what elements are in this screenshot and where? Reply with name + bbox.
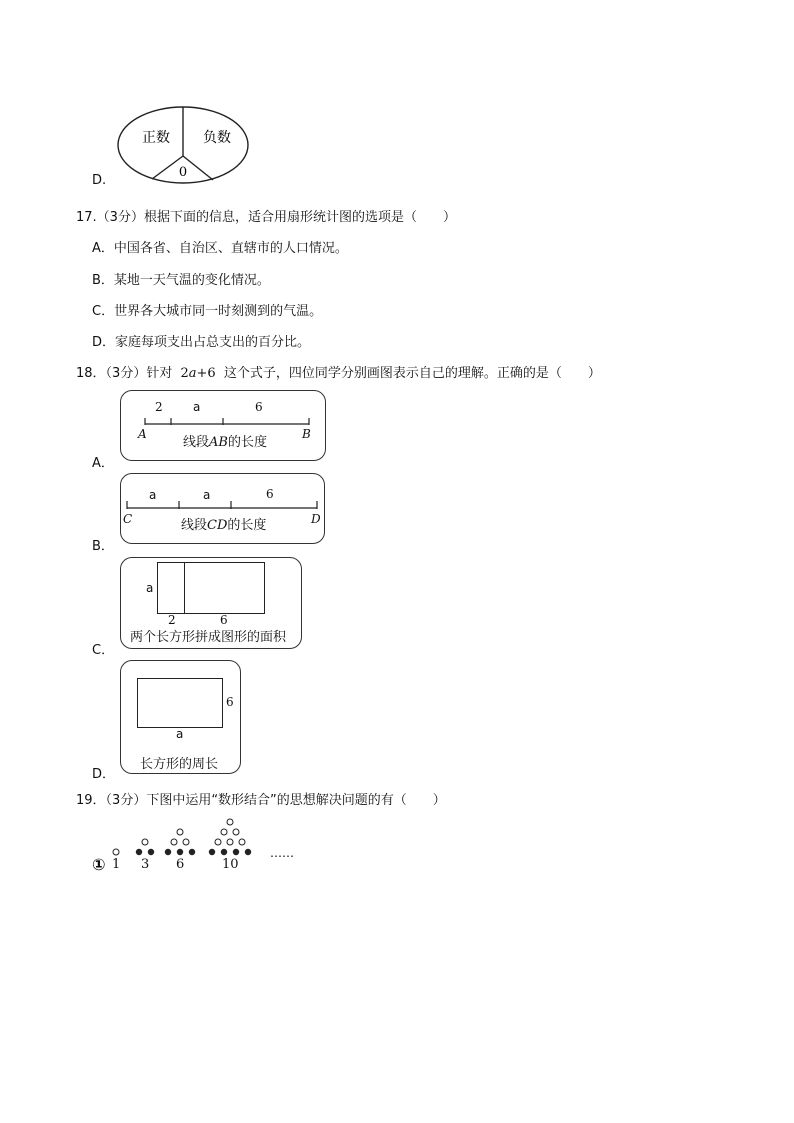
- q18-option-c-letter: C．: [92, 643, 115, 658]
- rectangle-width-2: [157, 562, 185, 614]
- q17-option-d: D．家庭每项支出占总支出的百分比。: [92, 335, 311, 350]
- q17-stem: 17.（3分）根据下面的信息，适合用扇形统计图的选项是（ ）: [76, 210, 456, 225]
- option-b-caption: 线段CD的长度: [181, 518, 267, 533]
- count-label-3: 3: [141, 857, 150, 872]
- q18-expr-var: a: [188, 366, 197, 381]
- segment-label-a-second: a: [203, 488, 211, 502]
- count-label-6: 6: [176, 857, 185, 872]
- q18-option-a-box: [120, 390, 326, 461]
- segment-label-2: 2: [155, 400, 163, 414]
- option-c-caption: 两个长方形拼成图形的面积: [130, 630, 287, 645]
- side-label-a: a: [146, 581, 154, 595]
- segment-label-6: 6: [266, 487, 274, 501]
- q18-expr-a: 2: [180, 366, 189, 381]
- q18-stem: [76, 362, 601, 381]
- q16-pie-diagram: [115, 104, 255, 188]
- pie-label-positive: 正数: [142, 130, 170, 146]
- pie-label-zero: 0: [178, 165, 188, 180]
- segment-label-6: 6: [255, 400, 263, 414]
- q18-option-d-box: [120, 660, 241, 774]
- q18-option-c-box: [120, 557, 302, 649]
- q16-option-d-letter: D.: [92, 173, 107, 188]
- rectangle-width-6: [184, 562, 265, 614]
- rectangle: [137, 678, 223, 728]
- side-label-6: 6: [226, 695, 234, 709]
- count-label-1: 1: [112, 857, 121, 872]
- ellipsis: ……: [270, 846, 294, 860]
- pie-label-negative: 负数: [203, 130, 231, 146]
- endpoint-c: C: [123, 512, 133, 526]
- endpoint-d: D: [311, 512, 321, 526]
- q17-option-b: B．某地一天气温的变化情况。: [92, 273, 270, 288]
- q18-option-a-letter: A．: [92, 456, 114, 471]
- count-label-10: 10: [222, 857, 239, 872]
- pie-divider-right: [183, 156, 213, 180]
- q18-stem-suffix: 这个式子，四位同学分别画图表示自己的理解。正确的是（ ）: [223, 366, 601, 381]
- q19-stem: 19．（3分）下图中运用“数形结合”的思想解决问题的有（ ）: [76, 793, 446, 808]
- q17-option-c: C．世界各大城市同一时刻测到的气温。: [92, 304, 323, 319]
- q18-option-b-box: [120, 473, 325, 544]
- q18-option-b-letter: B．: [92, 539, 114, 554]
- q18-option-d-letter: D．: [92, 767, 116, 782]
- option-a-caption: 线段AB的长度: [183, 435, 267, 450]
- width-label-6: 6: [220, 613, 228, 627]
- segment-label-a: a: [193, 400, 201, 414]
- segment-label-a-first: a: [149, 488, 157, 502]
- q18-expr-b: +6: [196, 366, 216, 381]
- q18-stem-prefix: 18．（3分）针对: [76, 366, 173, 381]
- q17-option-a: A．中国各省、自治区、直辖市的人口情况。: [92, 241, 348, 256]
- width-label-2: 2: [168, 613, 176, 627]
- endpoint-b: B: [302, 427, 311, 441]
- item-marker-1: ①: [92, 855, 106, 874]
- bottom-label-a: a: [176, 727, 184, 741]
- triangular-number-dots: [108, 810, 278, 858]
- option-d-caption: 长方形的周长: [140, 757, 219, 772]
- endpoint-a: A: [138, 427, 147, 441]
